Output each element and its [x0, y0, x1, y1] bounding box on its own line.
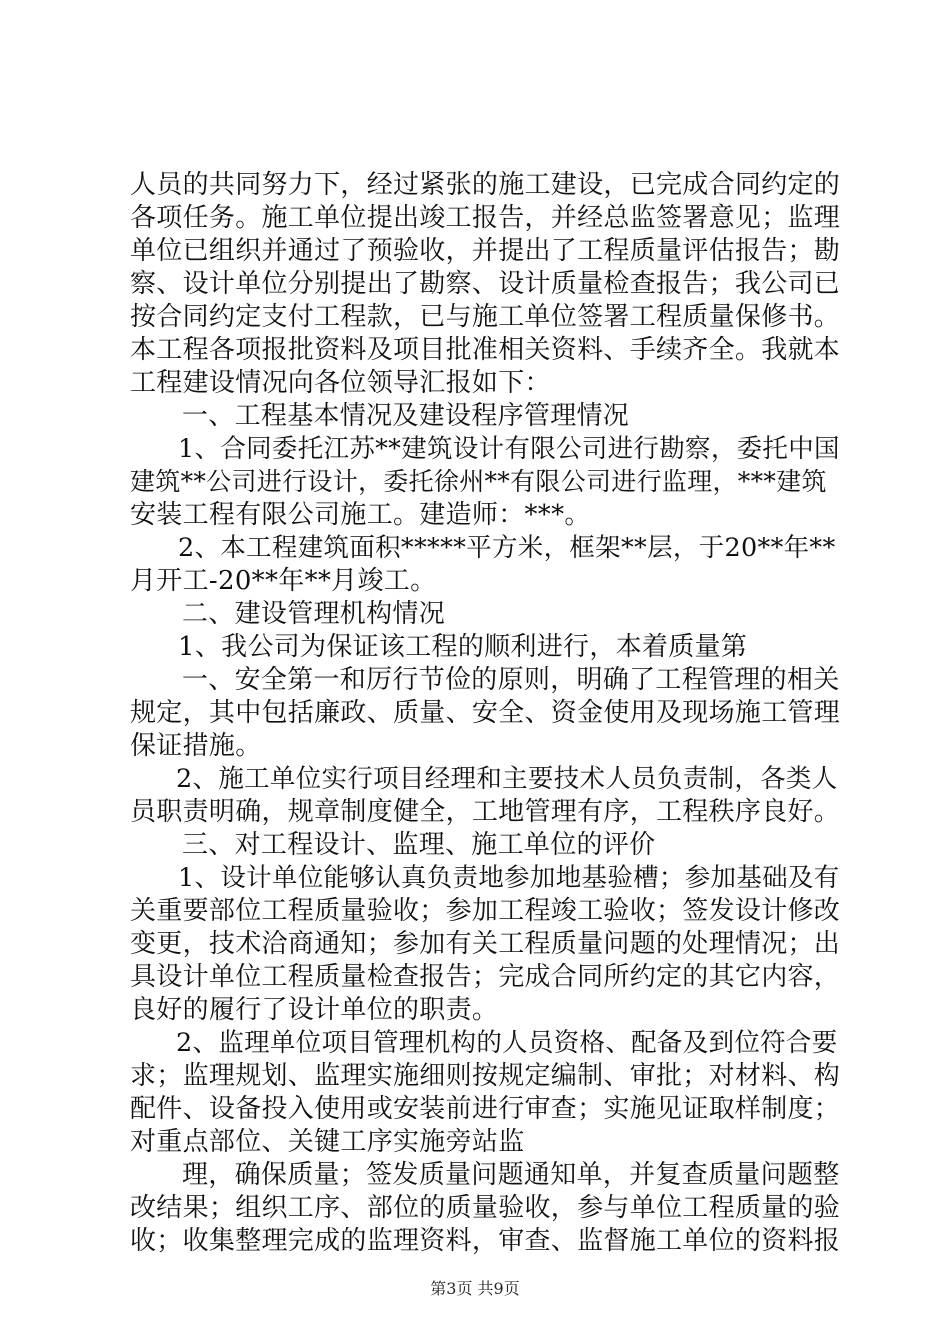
body-line: 本工程各项报批资料及项目批准相关资料、手续齐全。我就本: [130, 335, 841, 365]
body-line: 2、本工程建筑面积*****平方米，框架**层，于20**年**: [178, 533, 836, 563]
body-line: 改结果；组织工序、部位的质量验收，参与单位工程质量的验: [130, 1193, 841, 1223]
body-line: 人员的共同努力下，经过紧张的施工建设，已完成合同约定的: [130, 170, 841, 200]
page-footer: 第3页 共9页: [430, 1279, 520, 1298]
body-line: 理，确保质量；签发质量问题通知单，并复查质量问题整: [182, 1160, 840, 1190]
body-line: 规定，其中包括廉政、质量、安全、资金使用及现场施工管理: [130, 698, 841, 728]
body-line: 各项任务。施工单位提出竣工报告，并经总监签署意见；监理: [130, 203, 841, 233]
body-line: 察、设计单位分别提出了勘察、设计质量检查报告；我公司已: [130, 269, 841, 299]
section-heading: 三、对工程设计、监理、施工单位的评价: [182, 830, 656, 860]
body-line: 1、设计单位能够认真负责地参加地基验槽；参加基础及有: [178, 863, 840, 893]
body-line: 一、安全第一和厉行节俭的原则，明确了工程管理的相关: [182, 665, 840, 695]
body-line: 2、监理单位项目管理机构的人员资格、配备及到位符合要: [176, 1028, 838, 1058]
body-line: 1、合同委托江苏**建筑设计有限公司进行勘察，委托中国: [178, 434, 840, 464]
body-line: 月开工-20**年**月竣工。: [130, 566, 437, 596]
body-line: 2、施工单位实行项目经理和主要技术人员负责制，各类人: [176, 764, 838, 794]
body-line: 单位已组织并通过了预验收，并提出了工程质量评估报告；勘: [130, 236, 841, 266]
body-line: 具设计单位工程质量检查报告；完成合同所约定的其它内容，: [130, 962, 841, 992]
body-line: 1、我公司为保证该工程的顺利进行，本着质量第: [178, 632, 748, 662]
body-line: 变更，技术洽商通知；参加有关工程质量问题的处理情况；出: [130, 929, 841, 959]
body-line: 收；收集整理完成的监理资料，审查、监督施工单位的资料报: [130, 1226, 841, 1256]
body-line: 关重要部位工程质量验收；参加工程竣工验收；签发设计修改: [130, 896, 841, 926]
body-line: 按合同约定支付工程款，已与施工单位签署工程质量保修书。: [130, 302, 841, 332]
section-heading: 二、建设管理机构情况: [182, 599, 446, 629]
body-line: 良好的履行了设计单位的职责。: [130, 995, 499, 1025]
body-line: 对重点部位、关键工序实施旁站监: [130, 1127, 525, 1157]
section-heading: 一、工程基本情况及建设程序管理情况: [182, 401, 630, 431]
body-line: 工程建设情况向各位领导汇报如下：: [130, 368, 551, 398]
body-line: 建筑**公司进行设计，委托徐州**有限公司进行监理，***建筑: [130, 467, 827, 496]
body-line: 求；监理规划、监理实施细则按规定编制、审批；对材料、构: [130, 1061, 841, 1091]
body-line: 保证措施。: [130, 731, 262, 761]
body-line: 安装工程有限公司施工。建造师：***。: [130, 500, 591, 530]
body-line: 员职责明确，规章制度健全，工地管理有序，工程秩序良好。: [130, 797, 841, 827]
body-line: 配件、设备投入使用或安装前进行审查；实施见证取样制度；: [130, 1094, 841, 1124]
